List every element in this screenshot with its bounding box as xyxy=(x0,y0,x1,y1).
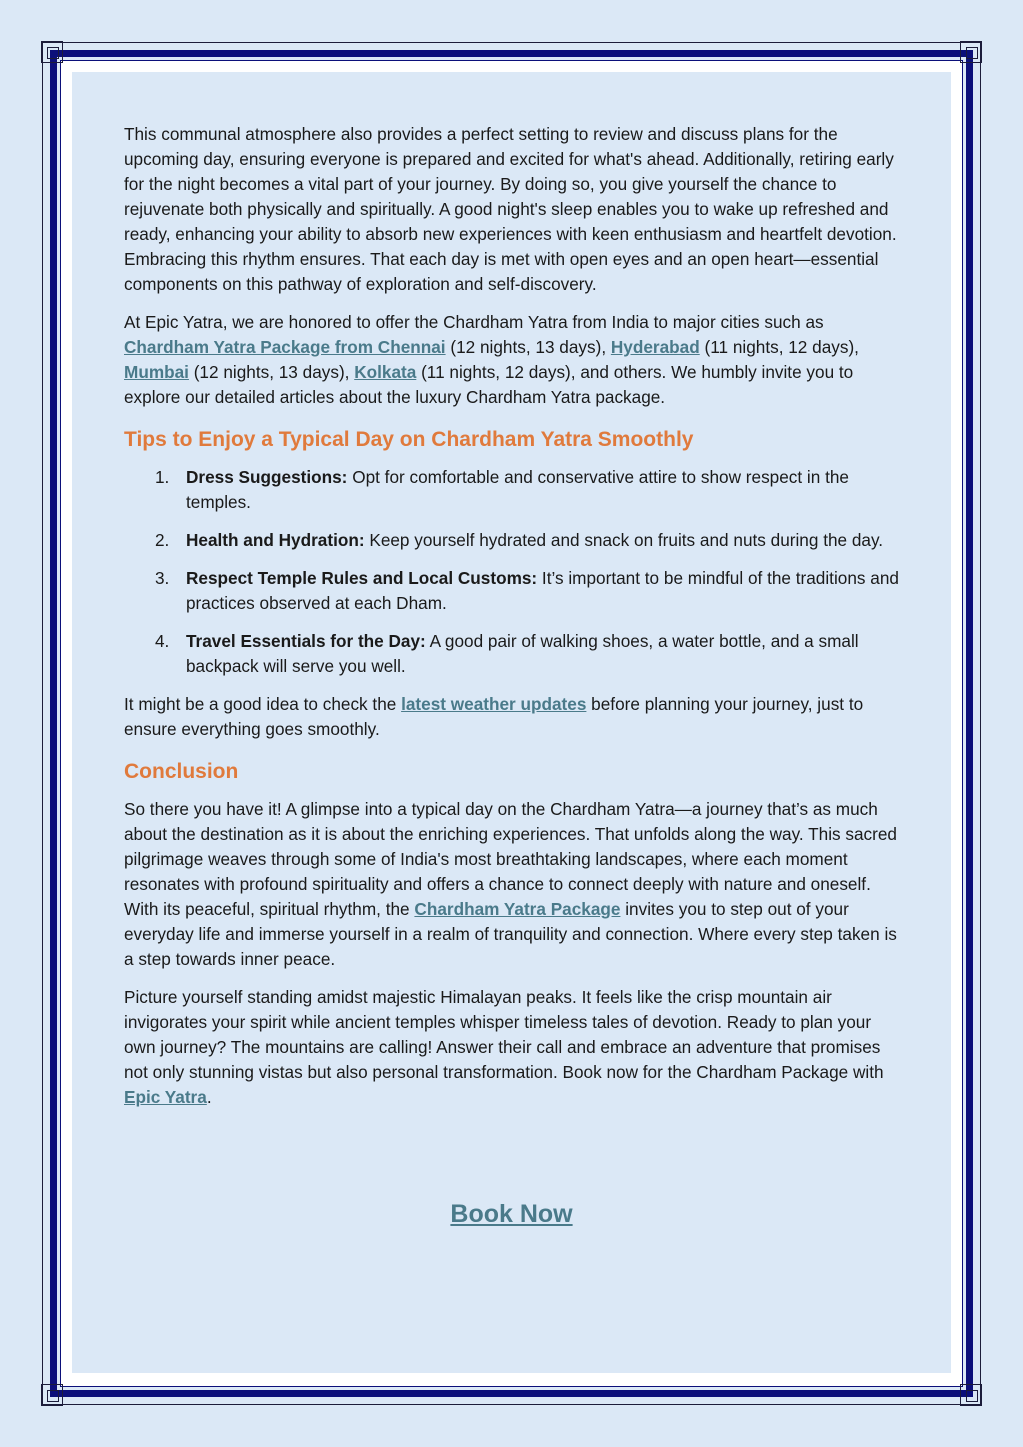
paragraph-picture-yourself xyxy=(124,985,904,1110)
text: before planning your journey, just to ensure everything goes smoothly. xyxy=(124,694,864,739)
corner-ornament-bottom-left xyxy=(41,1384,63,1406)
link-chennai-package[interactable]: Chardham Yatra Package from Chennai xyxy=(124,337,446,357)
text: invites you to step out of your everyday life and immerse yourself in a realm of tranquility and connection. Where every step taken is a step towards inner peace. xyxy=(124,899,897,969)
paragraph-weather xyxy=(124,692,904,742)
book-now-link[interactable]: Book Now xyxy=(450,1200,573,1228)
link-kolkata[interactable]: Kolkata xyxy=(354,362,417,382)
corner-ornament-bottom-right xyxy=(960,1384,982,1406)
text: Picture yourself standing amidst majestic Himalayan peaks. It feels like the crisp mountain air invigorates your spirit while ancient temples whisper timeless tales of devotion. Ready to plan your own journey? The mountains are calling! Answer their call and embrace an adventure that promises not only stunning vistas but also personal transformation. Book now for the Chardham Package with xyxy=(124,987,884,1082)
heading-tips: Tips to Enjoy a Typical Day on Chardham Yatra Smoothly xyxy=(124,428,694,451)
list-number: 2. xyxy=(155,530,170,550)
list-item xyxy=(124,528,904,553)
tip-title: Health and Hydration: xyxy=(186,530,365,550)
heading-conclusion: Conclusion xyxy=(124,760,239,783)
link-epic-yatra[interactable]: Epic Yatra xyxy=(124,1087,207,1107)
text: . xyxy=(206,1087,212,1107)
tip-text: It’s important to be mindful of the traditions and practices observed at each Dham. xyxy=(186,568,899,613)
text: It might be a good idea to check the xyxy=(124,694,402,714)
tips-list xyxy=(124,465,904,679)
text: (12 nights, 13 days), xyxy=(188,362,355,382)
tip-text: Keep yourself hydrated and snack on fruits and nuts during the day. xyxy=(364,530,884,550)
list-item xyxy=(124,629,904,679)
tip-text: Opt for comfortable and conservative attire to show respect in the temples. xyxy=(186,467,849,512)
text: (11 nights, 12 days), xyxy=(699,337,859,357)
tip-text: A good pair of walking shoes, a water bottle, and a small backpack will serve you well. xyxy=(186,631,859,676)
text: (12 nights, 13 days), xyxy=(445,337,611,357)
book-now-container xyxy=(72,1200,951,1229)
list-number: 3. xyxy=(155,568,170,588)
corner-ornament-top-right xyxy=(960,41,982,63)
text: (11 nights, 12 days), and others. We humbly invite you to explore our detailed articles about the luxury Chardham Yatra package. xyxy=(124,362,854,407)
list-item xyxy=(124,566,904,616)
link-mumbai[interactable]: Mumbai xyxy=(124,362,189,382)
list-number: 1. xyxy=(155,467,170,487)
tip-title: Respect Temple Rules and Local Customs: xyxy=(186,568,538,588)
text: At Epic Yatra, we are honored to offer the Chardham Yatra from India to major cities such as xyxy=(124,312,824,332)
paragraph-conclusion xyxy=(124,797,904,972)
link-hyderabad[interactable]: Hyderabad xyxy=(610,337,700,357)
article-body xyxy=(124,122,904,1123)
list-number: 4. xyxy=(155,631,170,651)
corner-ornament-top-left xyxy=(41,41,63,63)
link-chardham-package[interactable]: Chardham Yatra Package xyxy=(414,899,621,919)
link-weather-updates[interactable]: latest weather updates xyxy=(401,694,587,714)
text: So there you have it! A glimpse into a typical day on the Chardham Yatra—a journey that’s as much about the destination as it is about the enriching experiences. That unfolds along the way. This sacred pilgrimage weaves through some of India's most breathtaking landscapes, where each moment resonates with profound spirituality and offers a chance to connect deeply with nature and oneself. With its peaceful, spiritual rhythm, the xyxy=(124,799,897,919)
paragraph-epic-yatra-offer xyxy=(124,310,904,410)
content-panel xyxy=(72,72,951,1373)
paragraph-communal-atmosphere: This communal atmosphere also provides a perfect setting to review and discuss plans for the upcoming day, ensuring everyone is prepared and excited for what's ahead. Additionally, retiring early for the night becomes a vital part of your journey. By doing so, you give yourself the chance to rejuvenate both physically and spiritually. A good night's sleep enables you to wake up refreshed and ready, enhancing your ability to absorb new experiences with keen enthusiasm and heartfelt devotion. Embracing this rhythm ensures. That each day is met with open eyes and an open heart—essential components on this pathway of exploration and self-discovery. xyxy=(124,124,897,294)
list-item xyxy=(124,465,904,515)
tip-title: Travel Essentials for the Day: xyxy=(186,631,426,651)
tip-title: Dress Suggestions: xyxy=(186,467,348,487)
